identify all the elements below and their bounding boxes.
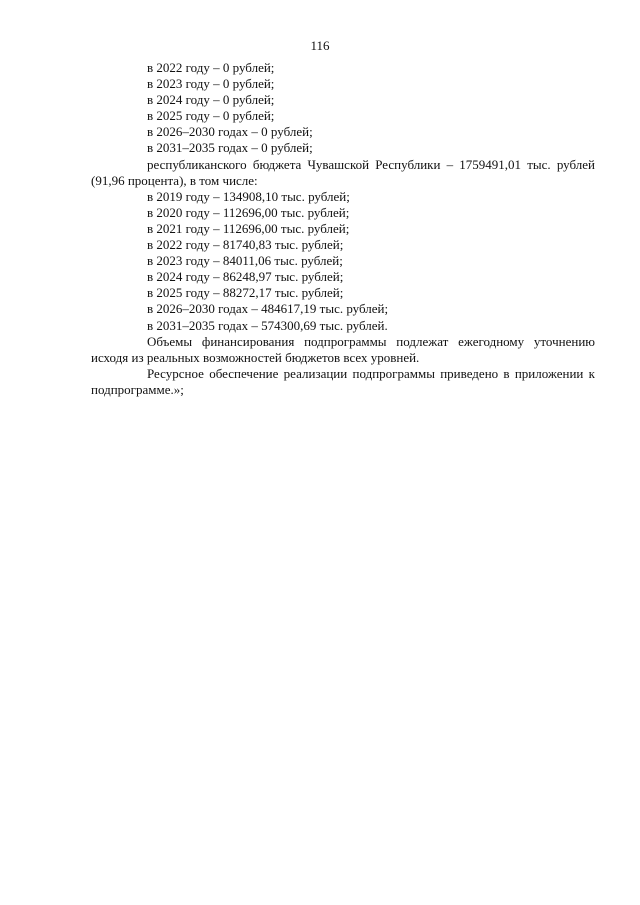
list-item: в 2022 году – 81740,83 тыс. рублей; — [147, 237, 344, 253]
list-item: в 2022 году – 0 рублей; — [147, 60, 275, 75]
document-body — [91, 60, 595, 398]
paragraph-resource-support: Ресурсное обеспечение реализации подпрограммы приведено в приложении к подпрограмме.»; — [91, 365, 595, 397]
list-item: в 2025 году – 88272,17 тыс. рублей; — [147, 285, 344, 301]
list-item: в 2026–2030 годах – 0 рублей; — [147, 124, 313, 140]
paragraph-republican-budget: республиканского бюджета Чувашской Республики – 1759491,01 тыс. рублей (91,96 процента), в том числе: — [91, 156, 595, 188]
list-item: в 2019 году – 134908,10 тыс. рублей; — [147, 188, 350, 204]
list-item: в 2023 году – 84011,06 тыс. рублей; — [147, 253, 343, 269]
page-number: 116 — [310, 38, 330, 53]
list-item: в 2021 году – 112696,00 тыс. рублей; — [147, 220, 350, 236]
list-item: в 2031–2035 годах – 574300,69 тыс. рублей. — [147, 317, 388, 333]
list-item: в 2031–2035 годах – 0 рублей; — [147, 140, 313, 156]
paragraph-funding-volumes: Объемы финансирования подпрограммы подлежат ежегодному уточнению исходя из реальных возможностей бюджетов всех уровней. — [91, 333, 595, 365]
list-item: в 2024 году – 0 рублей; — [147, 92, 275, 108]
list-item: в 2020 году – 112696,00 тыс. рублей; — [147, 204, 350, 220]
list-item: в 2024 году – 86248,97 тыс. рублей; — [147, 269, 344, 285]
list-item: в 2026–2030 годах – 484617,19 тыс. рублей; — [147, 301, 389, 317]
list-item: в 2025 году – 0 рублей; — [147, 108, 275, 124]
list-item: в 2023 году – 0 рублей; — [147, 76, 275, 92]
